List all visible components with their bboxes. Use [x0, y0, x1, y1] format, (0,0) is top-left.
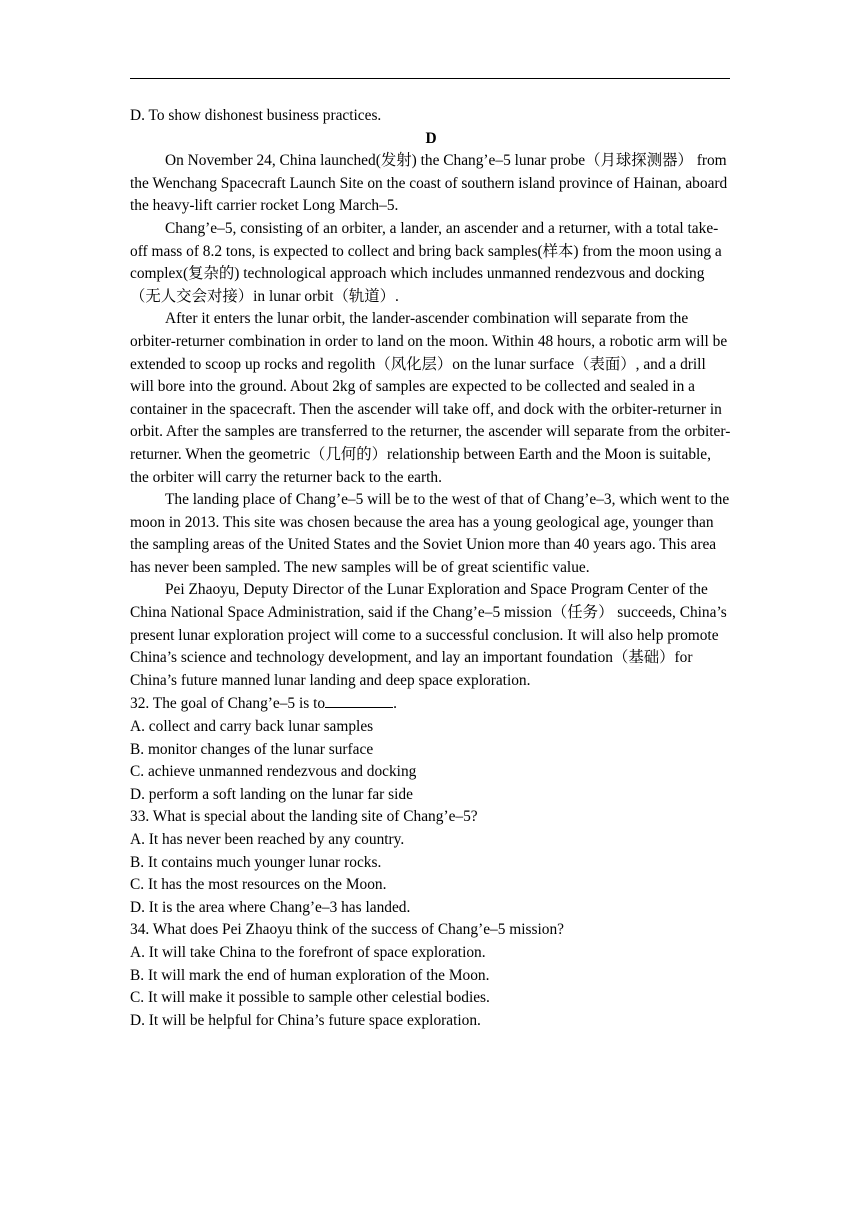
option-d: D. perform a soft landing on the lunar far side	[130, 785, 413, 803]
passage-paragraph-2: Chang’e–5, consisting of an orbiter, a lander, an ascender and a returner, with a total take-off mass of 8.2 tons, is expected to collect and bring back samples(样本) from the moon using a complex(复杂的) technological approach which includes unmanned rendezvous and docking（无人交会对接）in lunar orbit（轨道）.	[130, 219, 722, 305]
question-stem: 34. What does Pei Zhaoyu think of the success of Chang’e–5 mission?	[130, 921, 564, 939]
answer-blank	[325, 692, 393, 708]
option-c: C. It will make it possible to sample other celestial bodies.	[130, 989, 490, 1007]
option-a: A. It will take China to the forefront of space exploration.	[130, 943, 486, 961]
question-33	[130, 806, 732, 919]
option-d: D. It will be helpful for China’s future space exploration.	[130, 1011, 481, 1029]
passage-paragraph-4: The landing place of Chang’e–5 will be to the west of that of Chang’e–3, which went to the moon in 2013. This site was chosen because the area has a young geological age, younger than the sampling areas of the United States and the Soviet Union more than 40 years ago. This area has never been sampled. The new samples will be of great scientific value.	[130, 491, 730, 576]
document-body	[130, 105, 732, 1032]
option-c: C. It has the most resources on the Moon.	[130, 876, 387, 894]
header-rule	[130, 78, 730, 79]
option-a: A. collect and carry back lunar samples	[130, 718, 374, 736]
option-a: A. It has never been reached by any country.	[130, 831, 405, 848]
option-b: B. monitor changes of the lunar surface	[130, 740, 374, 758]
passage-paragraph-3: After it enters the lunar orbit, the lander-ascender combination will separate from the orbiter-returner combination in order to land on the moon. Within 48 hours, a robotic arm will be extended to scoop up rocks and regolith（风化层）on the lunar surface（表面）, and a drill will bore into the ground. About 2kg of samples are expected to be collected and sealed in a container in the spacecraft. Then the ascender will take off, and dock with the orbiter-returner in orbit. After the samples are transferred to the returner, the ascender will separate from the orbiter-returner. When the geometric（几何的）relationship between Earth and the Moon is suitable, the orbiter will carry the returner back to the earth.	[130, 310, 731, 486]
passage-paragraph-5: Pei Zhaoyu, Deputy Director of the Lunar Exploration and Space Program Center of the China National Space Administration, said if the Chang’e–5 mission（任务） succeeds, China’s present lunar exploration project will come to a successful conclusion. It will also help promote China’s science and technology development, and lay an important foundation（基础）for China’s future manned lunar landing and deep space exploration.	[130, 581, 727, 689]
question-stem	[130, 692, 732, 716]
option-d: D. It is the area where Chang’e–3 has landed.	[130, 898, 411, 916]
option-c: C. achieve unmanned rendezvous and docking	[130, 763, 417, 781]
question-stem-text: 32. The goal of Chang’e–5 is to	[130, 695, 326, 713]
question-stem: 33. What is special about the landing site of Chang’e–5?	[130, 808, 478, 826]
stem-suffix: .	[393, 695, 397, 713]
option-b: B. It contains much younger lunar rocks.	[130, 853, 382, 871]
option-b: B. It will mark the end of human exploration of the Moon.	[130, 966, 490, 984]
passage-paragraph-1: On November 24, China launched(发射) the Chang’e–5 lunar probe（月球探测器） from the Wenchang Spacecraft Launch Site on the coast of southern island province of Hainan, aboard the heavy-lift carrier rocket Long March–5.	[130, 152, 728, 215]
question-32	[130, 692, 732, 806]
question-34	[130, 919, 732, 1032]
section-heading: D	[425, 129, 437, 147]
previous-question-option: D. To show dishonest business practices.	[130, 107, 382, 124]
